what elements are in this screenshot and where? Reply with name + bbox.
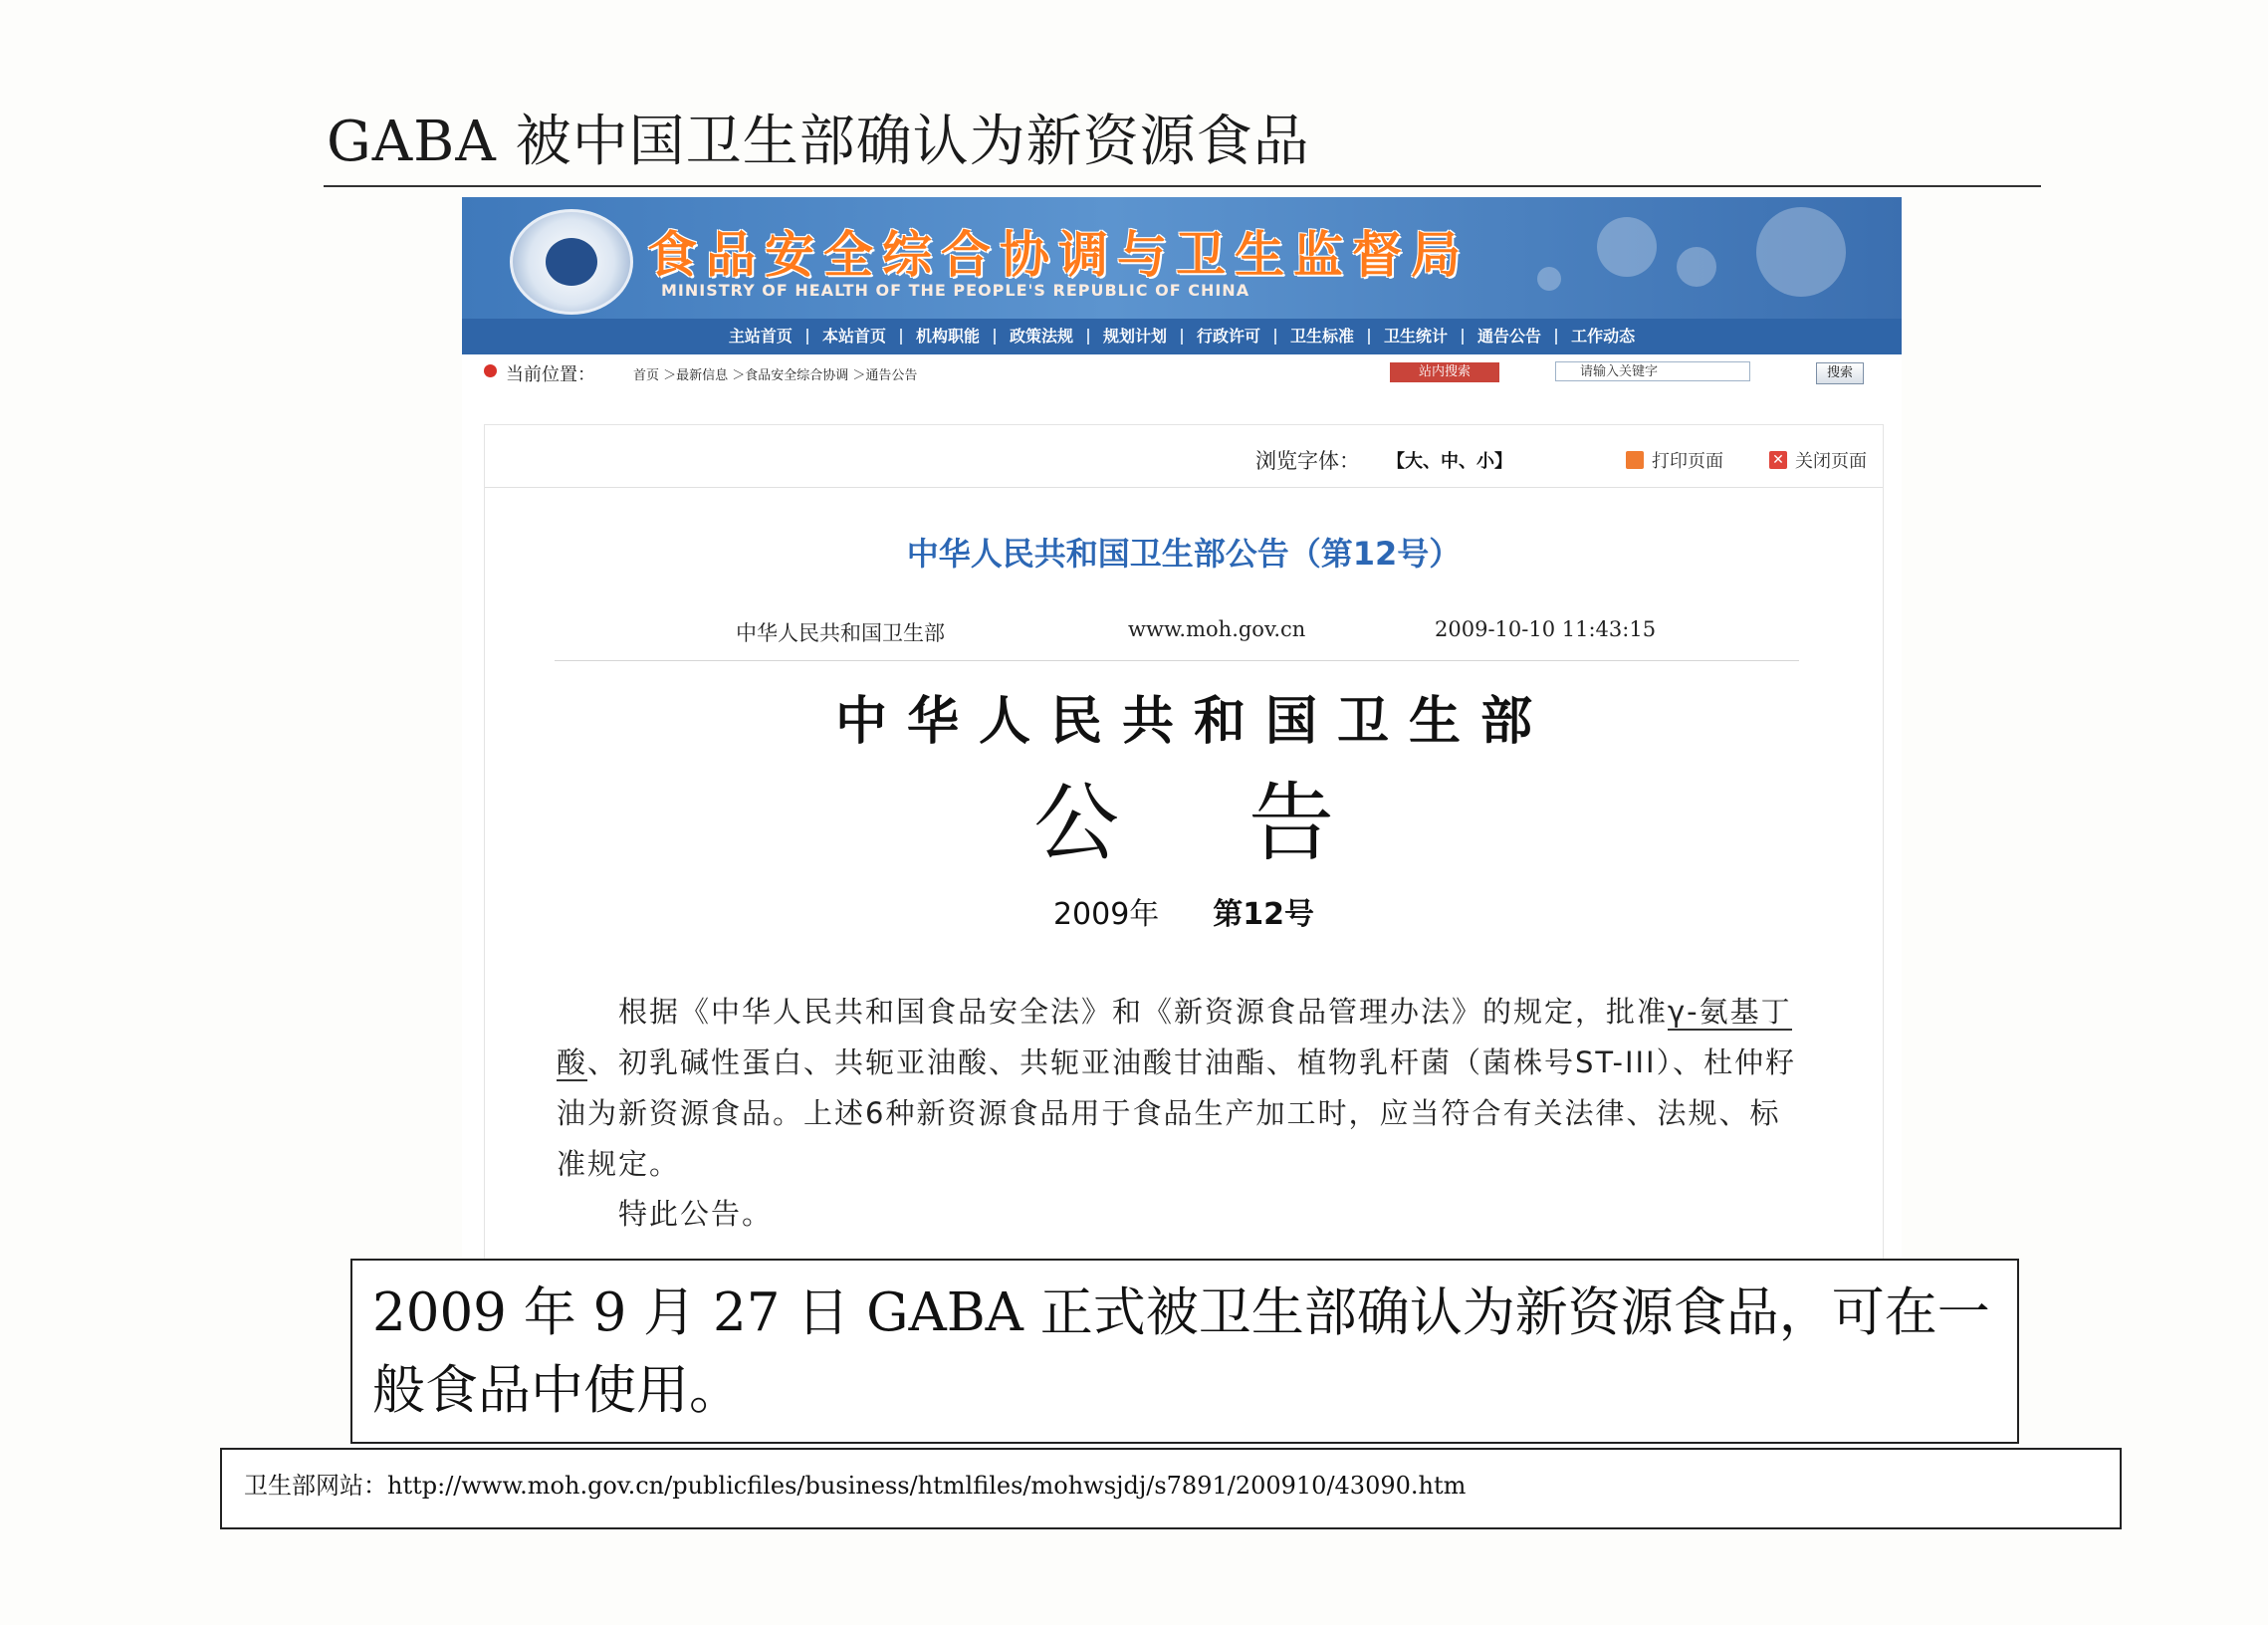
close-page-label: 关闭页面 [1795,451,1867,472]
print-icon [1626,451,1644,469]
site-banner [462,197,1902,319]
article-frame [484,424,1884,1259]
caption-box: 2009 年 9 月 27 日 GABA 正式被卫生部确认为新资源食品，可在一般食品中使用。 [350,1259,2019,1444]
agency-name: 食品安全综合协调与卫生监督局 [647,226,1470,284]
notice-number: 第12号 [1213,897,1315,932]
meta-divider [555,660,1799,661]
notice-publisher: 中华人民共和国卫生部 [736,621,945,645]
notice-year: 2009年 [1052,897,1160,932]
search-button[interactable]: 搜索 [1816,362,1864,384]
gaba-highlight: γ-氨基丁酸 [557,995,1792,1079]
close-icon: ✕ [1769,451,1787,469]
source-url[interactable]: http://www.moh.gov.cn/publicfiles/business/htmlfiles/mohwsjdj/s7891/200910/43090.htm [387,1472,1467,1500]
ministry-emblem-icon [510,209,633,315]
nav-item-plans[interactable]: 规划计划 [1089,329,1183,345]
nav-item-functions[interactable]: 机构职能 [902,329,996,345]
agency-english-name: MINISTRY OF HEALTH OF THE PEOPLE'S REPUBLIC OF CHINA [661,281,1250,300]
banner-decoration [1756,207,1846,297]
site-search-button[interactable]: 站内搜索 [1390,362,1499,382]
banner-decoration [1677,247,1716,287]
font-size-options[interactable]: 【大、中、小】 [1387,451,1512,472]
close-page-button[interactable] [1769,447,1867,473]
breadcrumb-bar [462,356,1902,386]
nav-item-news[interactable]: 工作动态 [1571,327,1636,346]
print-page-button[interactable] [1626,447,1723,473]
breadcrumb-label: 当前位置： [506,364,595,385]
font-size-label: 浏览字体： [1255,449,1360,473]
notice-doc-type: 公告 [1033,774,1464,873]
source-label: 卫生部网站： [244,1472,387,1500]
nav-item-standards[interactable]: 卫生标准 [1276,329,1370,345]
main-nav [462,319,1902,354]
notice-body-text: 、初乳碱性蛋白、共轭亚油酸、共轭亚油酸甘油酯、植物乳杆菌（菌株号ST-III）、杜仲籽油为新资源食品。上述6种新资源食品用于食品生产加工时，应当符合有关法律、法规、标准规定。 [557,1045,1797,1181]
location-dot-icon [484,364,497,377]
notice-website: www.moh.gov.cn [1128,617,1306,641]
title-divider [324,185,2041,187]
nav-item-licensing[interactable]: 行政许可 [1183,329,1276,345]
notice-body [557,987,1811,1190]
notice-closing: 特此公告。 [618,1197,774,1231]
nav-item-announcements[interactable]: 通告公告 [1464,329,1557,345]
nav-item-statistics[interactable]: 卫生统计 [1370,329,1464,345]
notice-title: 中华人民共和国卫生部公告（第12号） [906,535,1462,573]
breadcrumb[interactable]: 首页 ＞最新信息 ＞食品安全综合协调 ＞通告公告 [633,368,918,383]
nav-item-site-home[interactable]: 本站首页 [808,329,902,345]
notice-year-number [485,889,1883,933]
notice-body-text: 根据《中华人民共和国食品安全法》和《新资源食品管理办法》的规定，批准 [618,995,1669,1029]
source-box [220,1448,2122,1529]
notice-heading: 中华人民共和国卫生部 [834,692,1552,752]
nav-item-home[interactable]: 主站首页 [715,329,808,345]
article-toolbar [485,425,1883,488]
nav-item-policies[interactable]: 政策法规 [996,329,1089,345]
page-title: GABA 被中国卫生部确认为新资源食品 [327,110,1310,174]
search-input[interactable]: 请输入关键字 [1555,361,1750,381]
website-screenshot [462,197,1902,1258]
print-page-label: 打印页面 [1652,451,1723,472]
notice-datetime: 2009-10-10 11:43:15 [1435,617,1657,641]
banner-decoration [1537,267,1561,291]
banner-decoration [1597,217,1657,277]
